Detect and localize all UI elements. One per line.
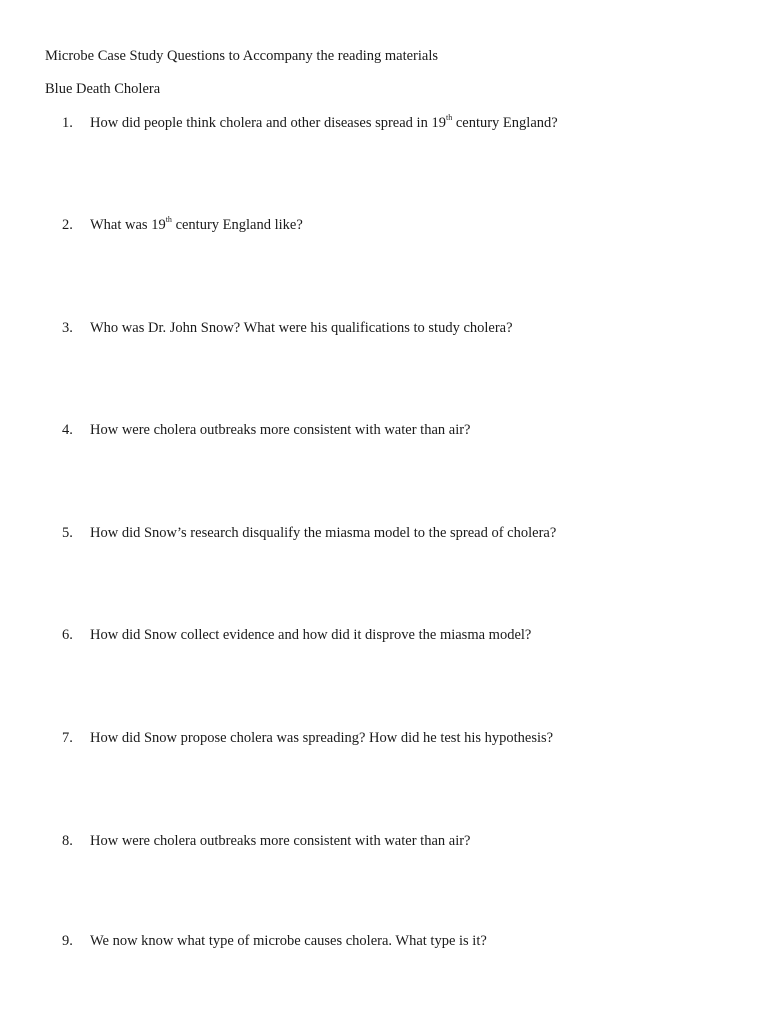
question-text: We now know what type of microbe causes cholera. What type is it? [90, 933, 487, 949]
question-text: What was 19 [90, 217, 166, 233]
question-2 [62, 216, 303, 234]
question-9 [62, 932, 487, 950]
ordinal-suffix: th [165, 215, 172, 225]
question-number: 4. [62, 422, 73, 438]
question-8 [62, 832, 470, 850]
question-number: 7. [62, 730, 73, 746]
question-text: Who was Dr. John Snow? What were his qualifications to study cholera? [90, 320, 513, 336]
question-5 [62, 524, 556, 542]
question-6 [62, 626, 531, 644]
question-number: 9. [62, 933, 73, 949]
question-number: 8. [62, 833, 73, 849]
question-text: How were cholera outbreaks more consistent with water than air? [90, 422, 471, 438]
question-3 [62, 319, 513, 337]
question-number: 2. [62, 217, 73, 233]
question-1 [62, 114, 558, 132]
document-subheading: Blue Death Cholera [45, 81, 161, 97]
question-text: How were cholera outbreaks more consistent with water than air? [90, 833, 471, 849]
question-text: How did people think cholera and other diseases spread in 19 [90, 115, 446, 131]
question-7 [62, 729, 553, 747]
question-text-end: century England like? [171, 217, 303, 233]
question-number: 3. [62, 320, 73, 336]
question-text: How did Snow collect evidence and how did it disprove the miasma model? [90, 627, 532, 643]
question-text-end: century England? [452, 115, 558, 131]
question-number: 1. [62, 115, 73, 131]
ordinal-suffix: th [445, 113, 453, 123]
document-heading: Microbe Case Study Questions to Accompany the reading materials [45, 48, 439, 64]
question-text: How did Snow’s research disqualify the miasma model to the spread of cholera? [90, 525, 557, 541]
question-4 [62, 421, 470, 439]
question-number: 5. [62, 525, 73, 541]
question-number: 6. [62, 627, 73, 643]
question-text: How did Snow propose cholera was spreading? How did he test his hypothesis? [90, 730, 554, 746]
